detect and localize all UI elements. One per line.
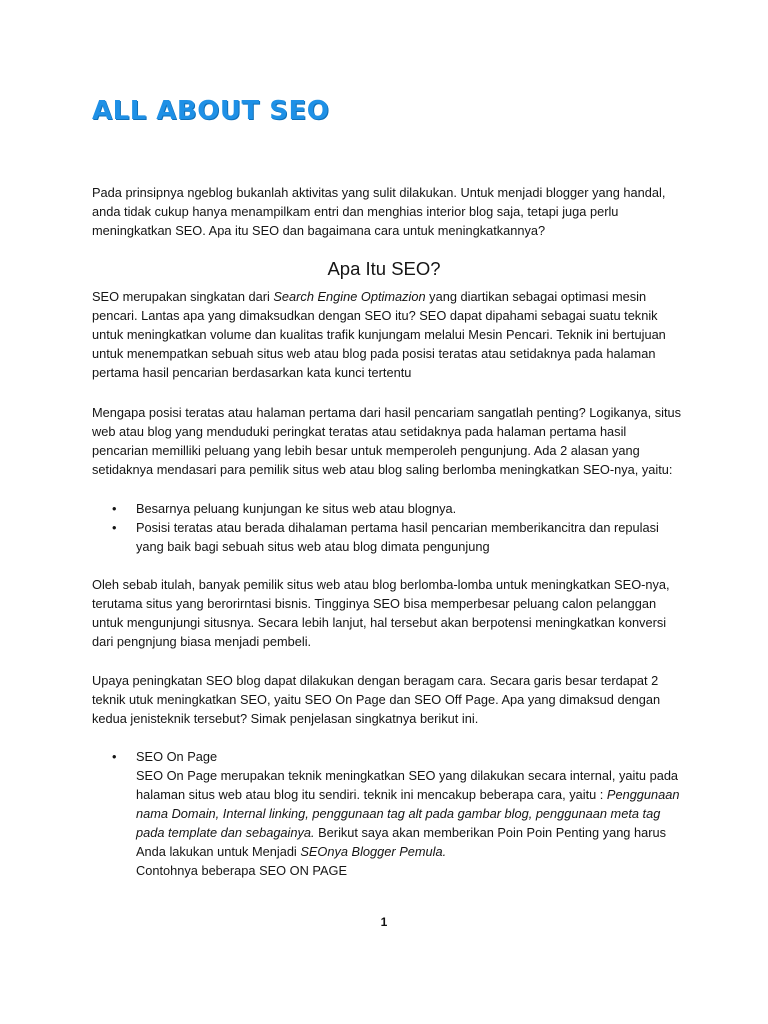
list-item-seo-on-page xyxy=(112,747,684,880)
bullet-icon: • xyxy=(112,749,117,764)
page-number: 1 xyxy=(380,915,388,929)
document-title: ALL ABOUT SEO xyxy=(92,96,330,126)
list-item xyxy=(112,499,684,518)
onpage-examples-label: Contohnya beberapa SEO ON PAGE xyxy=(136,863,348,878)
definition-paragraph xyxy=(92,287,684,382)
onpage-title: SEO On Page xyxy=(136,749,218,764)
bullet-icon: • xyxy=(112,520,117,535)
list-item xyxy=(112,518,684,556)
onpage-methods: Penggunaan nama Domain, Internal linking, penggunaan tag alt pada gambar blog, penggunaan meta tag pada template dan sebagainya. xyxy=(136,787,680,840)
importance-paragraph: Mengapa posisi teratas atau halaman pertama dari hasil pencariam sangatlah penting? Logikanya, situs web atau blog yang menduduki peringkat teratas atau setidaknya pada halaman pertama hasil pencarian memilliki peluang yang lebih besar untuk memperoleh pengunjung. Ada 2 alasan yang setidaknya mendasari para pemilik situs web atau blog saling berlomba meningkatkan SEO-nya, yaitu: xyxy=(92,405,682,477)
techniques-paragraph: Upaya peningkatan SEO blog dapat dilakukan dengan beragam cara. Secara garis besar terdapat 2 teknik utuk meningkatkan SEO, yaitu SEO On Page dan SEO Off Page. Apa yang dimaksud dengan kedua jenisteknik tersebut? Simak penjelasan singkatnya berikut ini. xyxy=(92,673,661,726)
business-paragraph: Oleh sebab itulah, banyak pemilik situs web atau blog berlomba-lomba untuk meningkatkan SEO-nya, terutama situs yang berorirntasi bisnis. Tingginya SEO bisa memperbesar peluang calon pelanggan untuk mengunjungi situsnya. Secara lebih lanjut, hal tersebut akan berpotensi meningkatkan konversi dari pengnjung biasa menjadi pembeli. xyxy=(92,577,670,649)
bullet-icon: • xyxy=(112,501,117,516)
onpage-description xyxy=(136,766,684,861)
list-item-text xyxy=(136,747,684,880)
list-item-text: Posisi teratas atau berada dihalaman pertama hasil pencarian memberikancitra dan repulasi yang baik bagi sebuah situs web atau blog dimata pengunjung xyxy=(136,520,659,554)
intro-paragraph: Pada prinsipnya ngeblog bukanlah aktivitas yang sulit dilakukan. Untuk menjadi blogger yang handal, anda tidak cukup hanya menampilkam entri dan menghias interior blog saja, tetapi juga perlu meningkatkan SEO. Apa itu SEO dan bagaimana cara untuk meningkatkannya? xyxy=(92,185,666,238)
onpage-text-mid: Berikut saya akan memberikan Poin Poin Penting yang harus Anda lakukan untuk Menjadi xyxy=(136,825,666,859)
onpage-emphasis: SEOnya Blogger Pemula. xyxy=(300,844,447,859)
definition-term: Search Engine Optimazion xyxy=(273,289,426,304)
onpage-text-start: SEO On Page merupakan teknik meningkatkan SEO yang dilakukan secara internal, yaitu pada halaman situs web atau blog itu sendiri. teknik ini mencakup beberapa cara, yaitu : xyxy=(136,768,679,802)
section-heading: Apa Itu SEO? xyxy=(327,258,441,279)
definition-text-start: SEO merupakan singkatan dari xyxy=(92,289,274,304)
definition-text-end: yang diartikan sebagai optimasi mesin pencari. Lantas apa yang dimaksudkan dengan SEO itu? SEO dapat dipahami sebagai suatu teknik untuk meningkatkan volume dan kualitas trafik kunjungam melalui Mesin Pencari. Teknik ini bertujuan untuk menempatkan sebuah situs web atau blog pada posisi teratas atau setidaknya pada halaman pertama hasil pencarian berdasarkan kata kunci tertentu xyxy=(92,289,666,380)
list-item-text: Besarnya peluang kunjungan ke situs web atau blognya. xyxy=(136,501,457,516)
